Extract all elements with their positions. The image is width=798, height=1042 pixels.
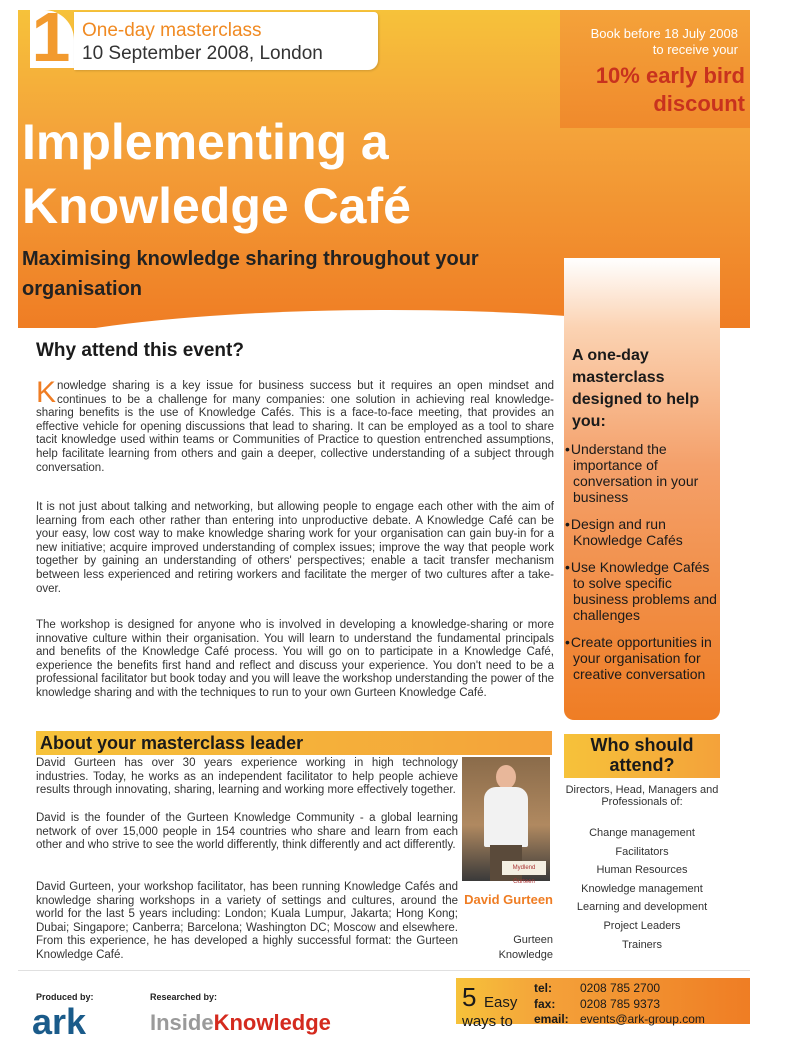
- list-item: • Understand the importance of conversation in your business: [565, 441, 717, 505]
- who-intro: Directors, Head, Managers and Professionals of:: [565, 784, 719, 808]
- early-bird-offer: 10% early bird discount: [595, 63, 745, 116]
- leader-paragraph-3: David Gurteen, your workshop facilitator, has been running Knowledge Cafés and knowledge sharing workshops in a variety of settings and cultures, around the world for the last 5 years including: London; Kuala Lumpur, Jakarta; Hong Kong; Dubai; Singapore; Canberra; Barcelona; Washington DC; Moscow and elsewhere. From this experience, he has developed a highly successful format: the Gurteen Knowledge Café.: [36, 881, 458, 961]
- email-value: events@ark-group.com: [580, 1012, 705, 1026]
- list-item: Human Resources: [596, 864, 688, 877]
- page-subtitle: Maximising knowledge sharing throughout your organisation: [22, 248, 479, 300]
- fax-label: fax:: [534, 997, 556, 1011]
- list-item: • Design and run Knowledge Cafés: [565, 516, 717, 548]
- list-item: Change management: [589, 827, 695, 839]
- leader-heading: About your masterclass leader: [40, 733, 304, 753]
- leader-name: David Gurteen: [464, 892, 553, 907]
- why-paragraph-2: It is not just about talking and networking, but allowing people to engage each other with the aim of learning from each other rather than entering into unproductive debate. A Knowledge Café can be your easy, low cost way to make knowledge sharing work for your organisation can gain buy-in for a new initiative; acquire improved understanding of complex issues; improve the way that people work together by gaining an understanding of others' perspectives; enable a tacit transfer mechanism between less experienced and retiring workers and facilitate the merger of two cultures after a take-over.: [36, 501, 554, 595]
- who-list: [564, 824, 720, 954]
- list-item: Facilitators: [615, 845, 669, 858]
- drop-cap: K: [36, 376, 57, 409]
- module-number: 1: [31, 0, 71, 76]
- list-item: Project Leaders: [603, 919, 681, 932]
- photo-body: [484, 787, 528, 847]
- event-date: 10 September 2008, London: [82, 43, 323, 64]
- sidebar-list: [565, 441, 717, 693]
- event-type: One-day masterclass: [82, 20, 262, 41]
- leader-paragraph-1: David Gurteen has over 30 years experience working in high technology industries. Today, he works as an independent facilitator to help people achieve results through innovating, sharing, learning and working more effectively together.: [36, 757, 458, 797]
- ways-label: ways to: [462, 1013, 513, 1030]
- why-paragraph-1: [36, 376, 554, 475]
- early-bird-note: to receive your: [652, 42, 738, 57]
- why-paragraph-3: The workshop is designed for anyone who is involved in developing a knowledge-sharing or more innovative culture within their organisation. You will learn to understand the fundamental principals and benefits of the Knowledge Café process. You will go on to participate in a Knowledge Café, experience the benefits first hand and reflect and discuss your experience. You don't need to be a professional facilitator but book today and you will leave the workshop understanding the power of the knowledge sharing and with the techniques to run to your own Gurteen Knowledge Café.: [36, 619, 554, 699]
- list-item: Trainers: [622, 938, 662, 951]
- produced-by-label: Produced by:: [36, 992, 94, 1002]
- leader-photo: [462, 757, 550, 885]
- ark-logo: ark: [32, 1001, 87, 1042]
- leader-org: Gurteen Knowledge: [498, 934, 553, 961]
- why-heading: Why attend this event?: [36, 340, 244, 361]
- easy-label: Easy: [484, 994, 518, 1011]
- five-number: 5: [462, 982, 477, 1012]
- footer-rule: [18, 970, 750, 971]
- early-bird-deadline: Book before 18 July 2008: [590, 26, 738, 41]
- logo-inside: Inside: [150, 1010, 214, 1035]
- who-heading: Who should attend?: [590, 735, 694, 775]
- logo-knowledge: Knowledge: [213, 1010, 331, 1035]
- photo-sign: Mydlend Gurteen: [502, 861, 546, 875]
- list-item: • Create opportunities in your organisation for creative conversation: [565, 634, 717, 682]
- sidebar-heading: A one-day masterclass designed to help you:: [572, 347, 700, 430]
- insideknowledge-logo: [150, 1010, 331, 1035]
- leader-paragraph-2: David is the founder of the Gurteen Knowledge Community - a global learning network of over 15,000 people in 154 countries who share and learn from each other and who strive to see the world differently, think differently and act differently.: [36, 812, 458, 852]
- email-label: email:: [534, 1012, 569, 1026]
- why-paragraph-1-text: nowledge sharing is a key issue for business success but it requires an open mindset and continues to be a challenge for many companies: one solution in achieving real knowledge-sharing benefits is the use of Knowledge Cafés. This is a face-to-face meeting, that provides an effective vehicle for opening discussions that lead to sharing. It can be employed as a tool to share tacit knowledge used within teams or Communities of Practice to question entrenched assumptions, help facilitate learning from others and gain a deeper, collective understanding of a subject through conversation.: [36, 380, 554, 474]
- list-item: Learning and development: [576, 901, 708, 914]
- photo-head: [496, 765, 516, 789]
- fax-value: 0208 785 9373: [580, 997, 661, 1011]
- page-title: Implementing a Knowledge Café: [22, 114, 411, 234]
- tel-label: tel:: [534, 981, 552, 995]
- list-item: Knowledge management: [581, 882, 703, 895]
- list-item: • Use Knowledge Cafés to solve specific business problems and challenges: [565, 559, 717, 623]
- researched-by-label: Researched by:: [150, 992, 218, 1002]
- tel-value: 0208 785 2700: [580, 981, 661, 995]
